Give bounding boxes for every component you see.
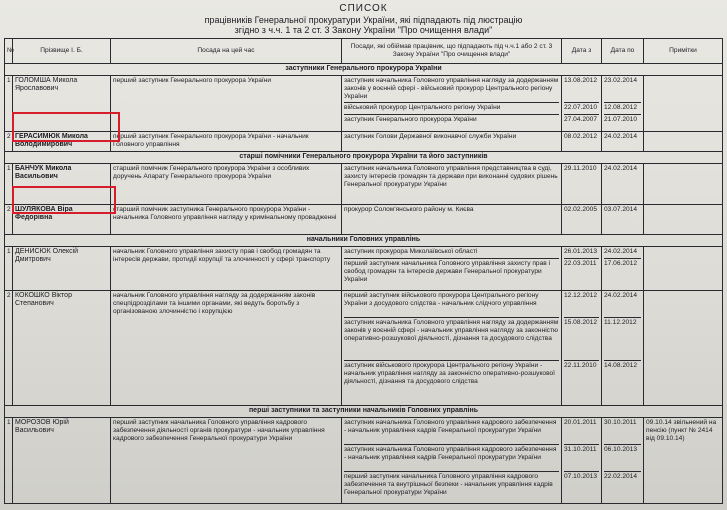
date-from: 26.01.2013	[564, 248, 599, 259]
row-num: 2	[5, 291, 13, 406]
prev-position: заступник начальника Головного управління нагляду за додержанням законів у воєнній сфері - військовий прокурор Центрального регіону України	[344, 77, 559, 103]
lustration-table	[4, 38, 723, 504]
section-label: начальники Головних управлінь	[5, 235, 723, 247]
person-name: БАНЧУК Микола Васильович	[13, 164, 111, 205]
date-to: 22.02.2014	[604, 473, 638, 480]
date-to: 24.02.2014	[604, 248, 641, 259]
current-position: старший помічник Генерального прокурора України з особливих доручень Апарату Генерального прокурора України	[111, 164, 342, 205]
highlight-box-shuliakova	[12, 186, 116, 214]
notes-cell	[644, 291, 723, 406]
section-label: старші помічники Генерального прокурора України та його заступників	[5, 152, 723, 164]
prev-position: заступник прокурора Миколаївської області	[344, 248, 559, 259]
current-position: старший помічник заступника Генерального прокурора України - начальника Головного управління нагляду у кримінальному провадженні	[111, 205, 342, 235]
prev-position: заступник військового прокурора Центрального регіону України - начальник управління нагляду за законністю оперативно-розшукової діяльності, дізнання та досудового слідства	[344, 362, 556, 385]
person-name: КОКОШКО Віктор Степанович	[13, 291, 111, 406]
prev-positions-cell	[342, 291, 562, 406]
notes-cell	[644, 132, 723, 152]
date-from: 15.08.2012	[564, 319, 599, 361]
current-position: начальник Головного управління нагляду за додержанням законів спецпідрозділами та іншими органами, які ведуть боротьбу з організованою злочинністю і корупцією	[111, 291, 342, 406]
row-num: 1	[5, 418, 13, 504]
prev-position: військовий прокурор Центрального регіону України	[344, 104, 559, 115]
date-to: 24.02.2014	[604, 292, 641, 318]
notes-cell	[644, 164, 723, 205]
date-from: 12.12.2012	[564, 292, 599, 318]
current-position: перший заступник Генерального прокурора України	[111, 76, 342, 132]
current-position: начальник Головного управління захисту прав і свобод громадян та інтересів держави, протидії корупції та злочинності у сфері транспорту	[111, 247, 342, 291]
prev-positions-cell	[342, 418, 562, 504]
date-to: 21.07.2010	[604, 116, 638, 123]
person-name: ГЕРАСИМЮК Микола Володимирович	[13, 132, 111, 152]
date-to: 12.08.2012	[604, 104, 641, 115]
date-to: 06.10.2013	[604, 446, 641, 472]
date-to-cell	[602, 291, 644, 406]
section-label: заступники Генерального прокурора України	[5, 64, 723, 76]
prev-position: прокурор Солом'янського району м. Києва	[342, 205, 562, 235]
date-from: 22.11.2010	[564, 362, 597, 369]
highlight-box-gerasymiuk	[12, 112, 120, 142]
date-to-cell	[602, 76, 644, 132]
person-name: ДЕНИСЮК Олексій Дмитрович	[13, 247, 111, 291]
table-row	[5, 247, 723, 291]
section-row	[5, 64, 723, 76]
prev-position: заступник Голови Державної виконавчої служби України	[342, 132, 562, 152]
header-date-to: Дата по	[602, 39, 644, 64]
header-num: №	[5, 39, 13, 64]
prev-position: заступник Генерального прокурора України	[344, 116, 477, 123]
prev-position: перший заступник начальника Головного управління кадрового забезпечення та внутрішньої безпеки - начальник управління кадрів Генеральної прокуратури України	[344, 473, 553, 496]
header-name: Прізвище І. Б.	[13, 39, 111, 64]
person-name: ШУЛЯКОВА Віра Федорівна	[13, 205, 111, 235]
date-from: 02.02.2005	[562, 205, 602, 235]
current-position: перший заступник начальника Головного управління кадрового забезпечення діяльності органів прокуратури - начальник управління кадрового забезпечення Генеральної прокуратури України	[111, 418, 342, 504]
section-label: перші заступники та заступники начальників Головних управлінь	[5, 406, 723, 418]
date-to: 17.06.2012	[604, 260, 638, 267]
section-row	[5, 152, 723, 164]
date-to: 11.12.2012	[604, 319, 641, 361]
notes-cell	[644, 76, 723, 132]
date-to: 14.08.2012	[604, 362, 638, 369]
doc-subtitle-1: працівників Генеральної прокуратури України, які підпадають під люстрацію	[204, 15, 523, 25]
row-num: 1	[5, 164, 13, 205]
header-prev-positions: Посади, які обіймав працівник, що підпадають під ч.ч.1 або 2 ст. 3 Закону України "Про очищення влади"	[342, 39, 562, 64]
date-from: 13.08.2012	[564, 77, 599, 103]
prev-position: заступник начальника Головного управління представництва в суді, захисту інтересів громадян та держави при виконанні судових рішень Генеральної прокуратури України	[342, 164, 562, 205]
header-notes: Примітки	[644, 39, 723, 64]
header-date-from: Дата з	[562, 39, 602, 64]
date-from: 29.11.2010	[562, 164, 602, 205]
date-from: 07.10.2013	[564, 473, 598, 480]
row-num: 2	[5, 205, 13, 235]
date-from-cell	[562, 76, 602, 132]
date-to: 23.02.2014	[604, 77, 641, 103]
table-header-row	[5, 39, 723, 64]
table-row	[5, 291, 723, 406]
doc-subtitle-2: згідно з ч.ч. 1 та 2 ст. 3 Закону України "Про очищення влади"	[234, 25, 493, 35]
header-position: Посада на цей час	[111, 39, 342, 64]
doc-title: СПИСОК	[339, 3, 388, 14]
row-num: 1	[5, 76, 13, 132]
date-to-cell	[602, 247, 644, 291]
prev-position: перший заступник начальника Головного управління захисту прав і свобод громадян та інтересів держави Генеральної прокуратури України	[344, 260, 551, 283]
prev-position: перший заступник військового прокурора Центрального регіону України з досудового слідства - начальник слідчого управління	[344, 292, 559, 318]
current-position: перший заступник Генерального прокурора України - начальник Головного управління	[111, 132, 342, 152]
date-from: 22.03.2011	[564, 260, 597, 267]
notes-cell	[644, 205, 723, 235]
table-row	[5, 418, 723, 504]
prev-positions-cell	[342, 76, 562, 132]
date-to: 24.02.2014	[602, 132, 644, 152]
section-row	[5, 406, 723, 418]
date-from-cell	[562, 247, 602, 291]
date-to-cell	[602, 418, 644, 504]
date-from: 08.02.2012	[562, 132, 602, 152]
date-from-cell	[562, 291, 602, 406]
notes-cell	[644, 247, 723, 291]
date-from-cell	[562, 418, 602, 504]
prev-position: заступник начальника Головного управління нагляду за додержанням законів у воєнній сфері - начальник управління нагляду за законністю оперативно-розшукової діяльності, дізнання та досудового слідства	[344, 319, 559, 361]
prev-positions-cell	[342, 247, 562, 291]
date-from: 31.10.2011	[564, 446, 599, 472]
date-to: 24.02.2014	[602, 164, 644, 205]
person-name: ГОЛОМША Микола Ярославович	[13, 76, 111, 132]
row-num: 2	[5, 132, 13, 152]
date-from: 22.07.2010	[564, 104, 599, 115]
notes-cell: 09.10.14 звільнений на пенсію (пункт № 2414 від 09.10.14)	[644, 418, 723, 504]
person-name: МОРОЗОВ Юрій Васильович	[13, 418, 111, 504]
row-num: 1	[5, 247, 13, 291]
date-to: 03.07.2014	[602, 205, 644, 235]
date-from: 27.04.2007	[564, 116, 598, 123]
prev-position: заступник начальника Головного управління кадрового забезпечення - начальник управління кадрів Генеральної прокуратури України	[344, 419, 559, 445]
date-to: 30.10.2011	[604, 419, 641, 445]
section-row	[5, 235, 723, 247]
prev-position: заступник начальника Головного управління кадрового забезпечення - начальник управління кадрів Генеральної прокуратури України	[344, 446, 559, 472]
date-from: 20.01.2011	[564, 419, 599, 445]
